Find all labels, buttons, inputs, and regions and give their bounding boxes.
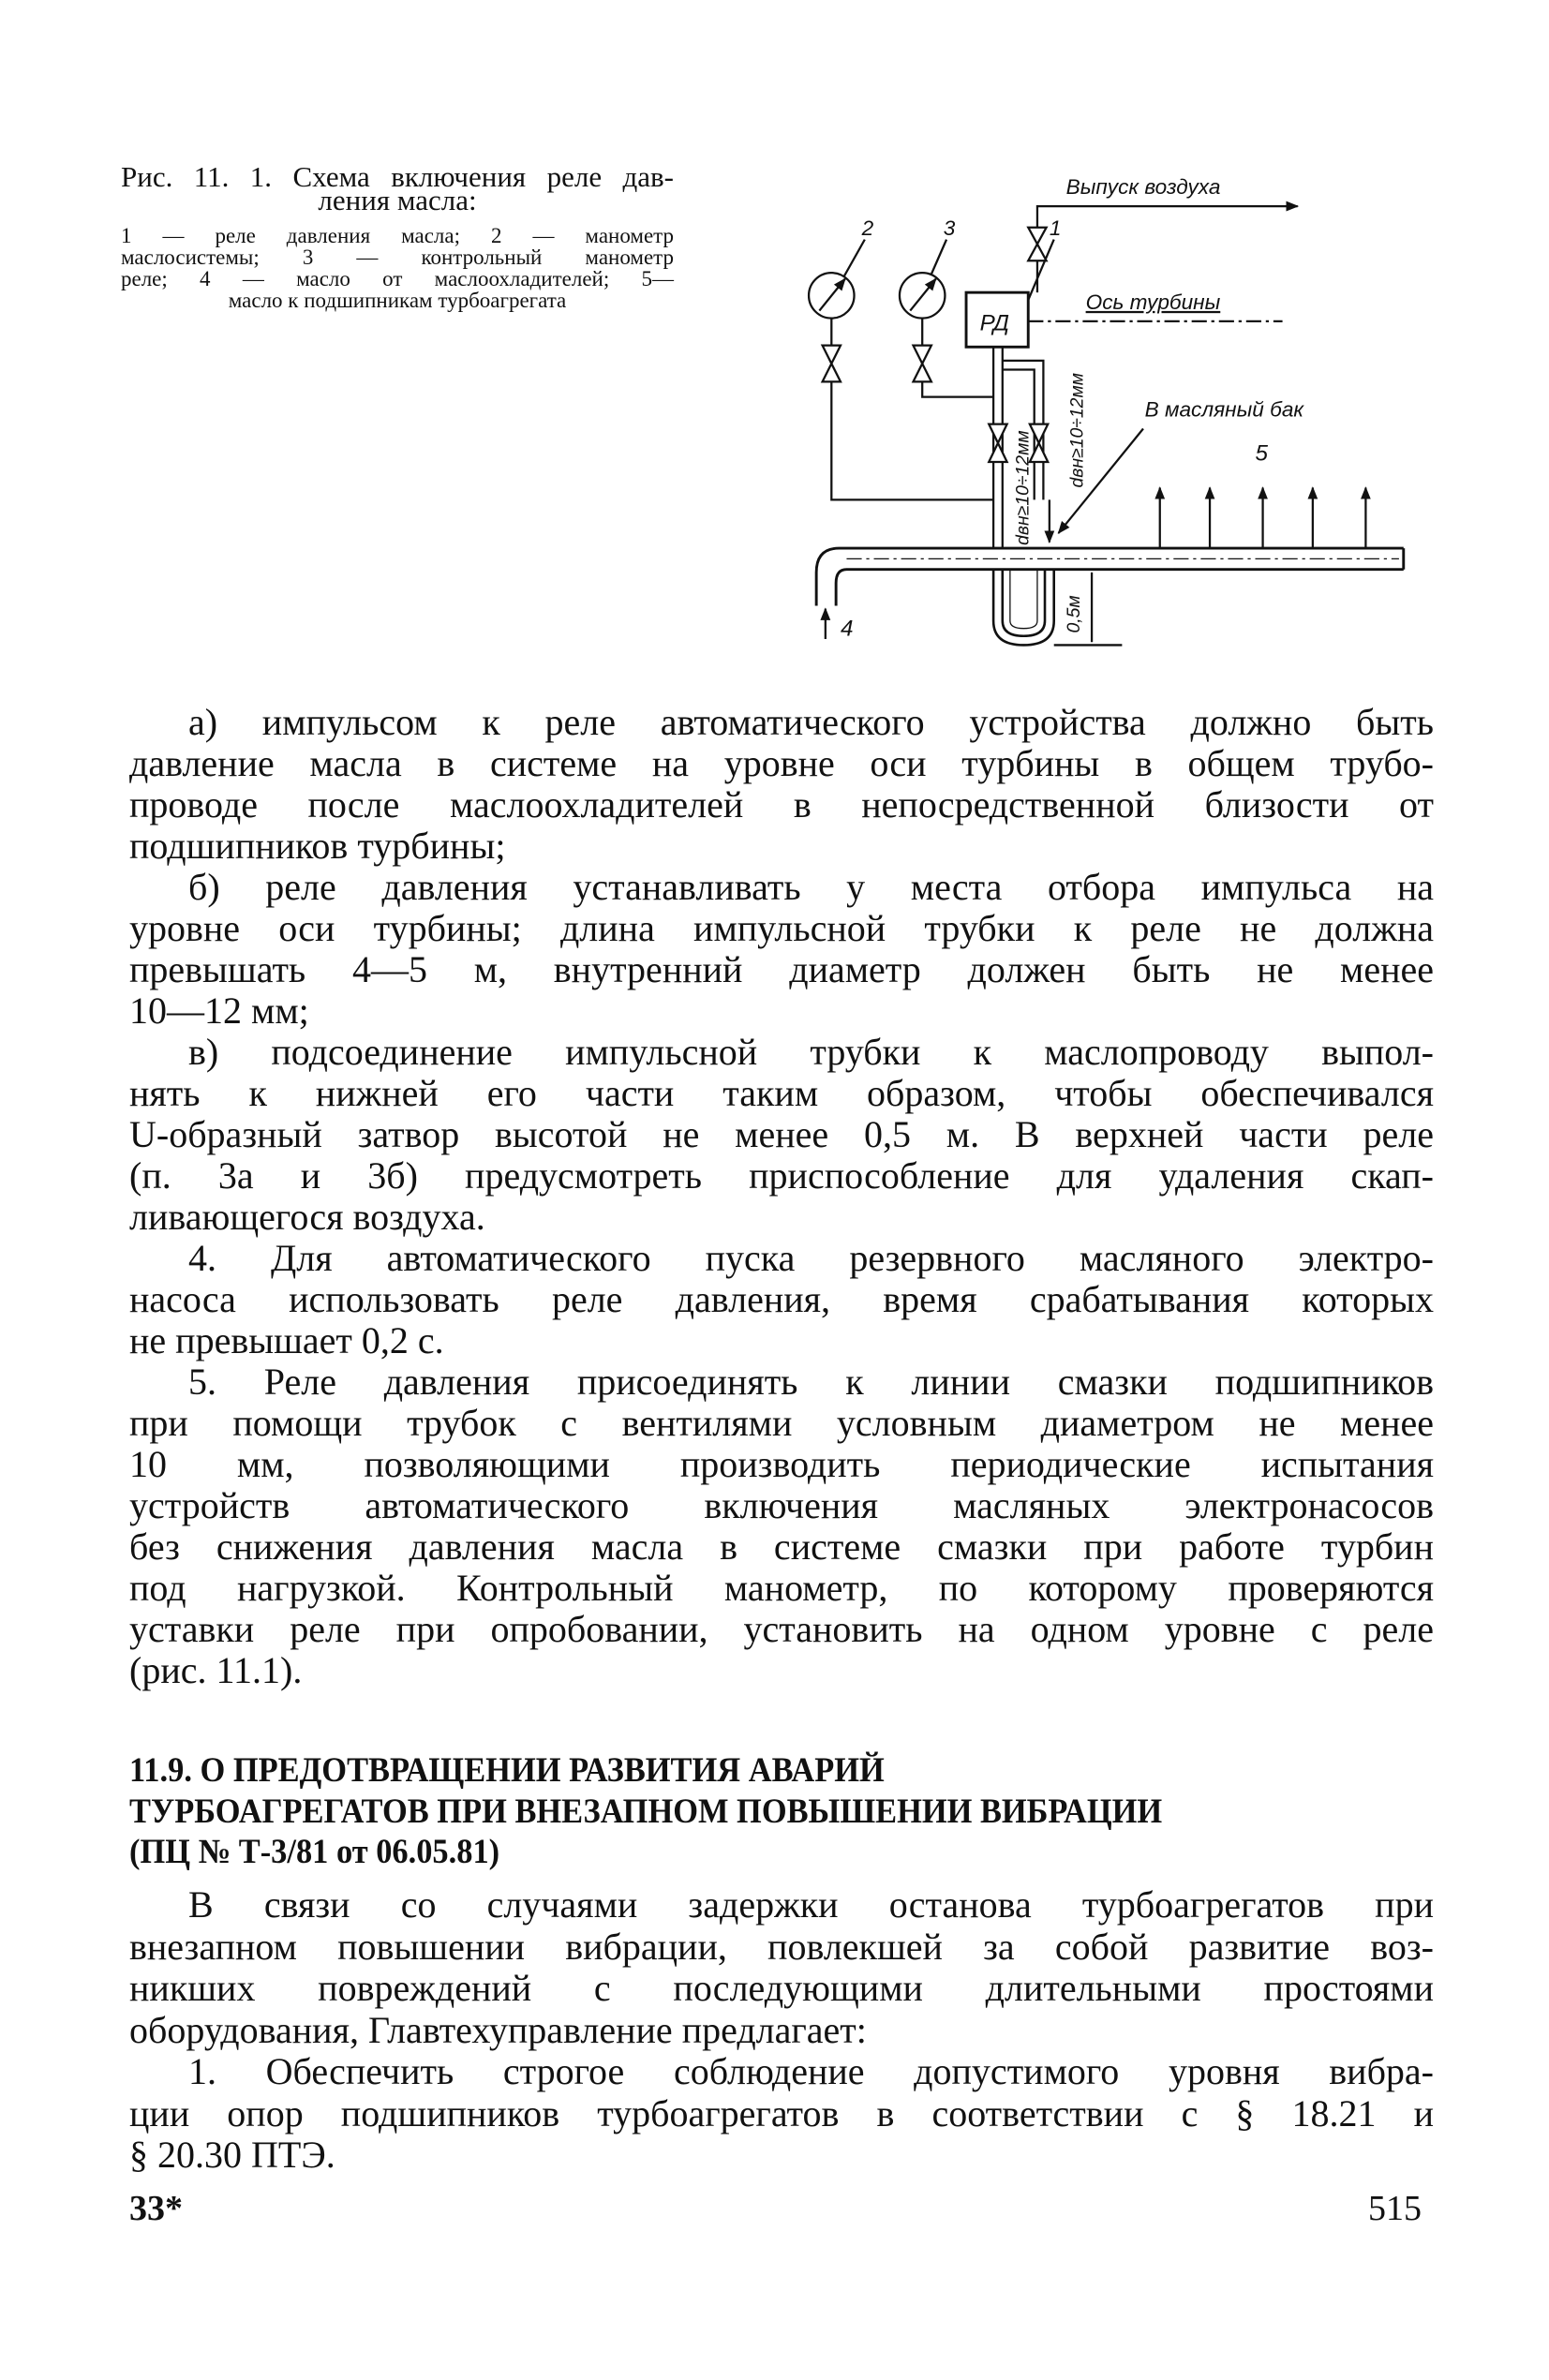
text-line: а) импульсом к реле автоматического устройства должно быть — [188, 701, 1434, 743]
air-release-line — [1037, 206, 1298, 292]
valve-icon — [1028, 228, 1046, 261]
control-gauge-icon — [900, 273, 945, 318]
body-text-2 — [129, 1884, 1434, 2177]
leader-line — [1028, 240, 1053, 301]
text-line: нять к нижней его части таким образом, чтобы обеспечивался — [129, 1072, 1434, 1114]
text-line: U-образный затвор высотой не менее 0,5 м. В верхней части реле — [129, 1113, 1434, 1155]
text-line: ции опор подшипников турбоагрегатов в соответствии с § 18.21 и — [129, 2091, 1434, 2135]
text-line: без снижения давления масла в системе смазки при работе турбин — [129, 1525, 1434, 1568]
text-line: устройств автоматического включения масляных электронасосов — [129, 1484, 1434, 1526]
figure-caption — [121, 160, 674, 312]
text-line: уровне оси турбины; длина импульсной трубки к реле не должна — [129, 907, 1434, 949]
text-line: оборудования, Главтехуправление предлагает: — [129, 2008, 867, 2051]
text-line: 1. Обеспечить строгое соблюдение допустимого уровня вибра- — [188, 2050, 1434, 2092]
diameter-label: dвн≥10÷12мм — [1012, 430, 1034, 545]
caption-legend-line: реле; 4 — масло от маслоохладителей; 5— — [121, 267, 674, 290]
caption-legend-line: 1 — реле давления масла; 2 — манометр — [121, 224, 674, 247]
label-3: 3 — [943, 216, 956, 240]
main-oil-pipe — [816, 548, 1404, 605]
text-line: В связи со случаями задержки останова турбоагрегатов при — [188, 1883, 1434, 1926]
valve-icon — [823, 346, 841, 382]
text-line: уставки реле при опробовании, установить на одном уровне с реле — [129, 1608, 1434, 1650]
label-1: 1 — [1049, 216, 1062, 240]
text-line: § 20.30 ПТЭ. — [129, 2134, 335, 2176]
label-5: 5 — [1255, 440, 1268, 467]
page-number: 515 — [1368, 2189, 1422, 2228]
valve-icon — [914, 346, 931, 382]
text-line: в) подсоединение импульсной трубки к маслопроводу выпол- — [188, 1031, 1434, 1073]
u-tube-seal — [993, 570, 1054, 646]
text-line: (рис. 11.1). — [129, 1649, 303, 1691]
air-release-label: Выпуск воздуха — [1065, 175, 1221, 200]
caption-legend-line: маслосистемы; 3 — контрольный манометр — [121, 245, 674, 269]
body-text-1 — [129, 702, 1434, 1691]
caption-legend-line: масло к подшипникам турбоагрегата — [228, 289, 567, 312]
text-line: (ПЦ № Т-3/81 от 06.05.81) — [129, 1833, 500, 1871]
text-line: давление масла в системе на уровне оси турбины в общем трубо- — [129, 742, 1434, 784]
text-line: (п. 3а и 3б) предусмотреть приспособление для удаления скап- — [129, 1154, 1434, 1197]
text-line: 10—12 мм; — [129, 989, 309, 1032]
section-heading — [129, 1750, 1240, 1873]
text-line: 4. Для автоматического пуска резервного масляного электро- — [188, 1237, 1434, 1279]
text-line: не превышает 0,2 с. — [129, 1319, 444, 1361]
pressure-gauge-icon — [809, 273, 854, 318]
label-2: 2 — [861, 216, 874, 240]
signature-mark: 33* — [129, 2189, 183, 2228]
text-line: внезапном повышении вибрации, повлекшей за собой развитие воз- — [129, 1925, 1434, 1968]
caption-title-line: ления масла: — [318, 184, 477, 216]
text-line: 11.9. О ПРЕДОТВРАЩЕНИИ РАЗВИТИЯ АВАРИЙ — [129, 1751, 885, 1790]
u-tube-inner — [1010, 570, 1037, 629]
height-label: 0,5м — [1064, 595, 1085, 633]
oil-flow-arrows — [1160, 487, 1366, 548]
text-line: б) реле давления устанавливать у места отбора импульса на — [188, 866, 1434, 908]
turbine-axis-label: Ось турбины — [1085, 290, 1221, 314]
text-line: подшипников турбины; — [129, 825, 506, 867]
text-line: 10 мм, позволяющими производить периодические испытания — [129, 1443, 1434, 1485]
text-line: при помощи трубок с вентилями условным диаметром не менее — [129, 1402, 1434, 1444]
label-4: 4 — [840, 616, 854, 642]
relay-label: РД — [979, 310, 1009, 336]
text-line: насоса использовать реле давления, время срабатывания которых — [129, 1278, 1434, 1320]
oil-tank-label: В масляный бак — [1144, 397, 1304, 422]
text-line: проводе после маслоохладителей в непосредственной близости от — [129, 783, 1434, 826]
oil-pressure-relay-diagram — [801, 159, 1407, 659]
text-line: ливающегося воздуха. — [129, 1196, 485, 1238]
text-line: под нагрузкой. Контрольный манометр, по которому проверяются — [129, 1567, 1434, 1609]
valve-icon — [989, 424, 1006, 462]
diameter-label: dвн≥10÷12мм — [1066, 372, 1088, 488]
caption-title-line: Рис. 11. 1. Схема включения реле дав- — [121, 160, 674, 193]
text-line: ТУРБОАГРЕГАТОВ ПРИ ВНЕЗАПНОМ ПОВЫШЕНИИ ВИБРАЦИИ — [129, 1792, 1163, 1831]
text-line: превышать 4—5 м, внутренний диаметр должен быть не менее — [129, 948, 1434, 990]
text-line: никших повреждений с последующими длительными простоями — [129, 1967, 1434, 2009]
text-line: 5. Реле давления присоединять к линии смазки подшипников — [188, 1361, 1434, 1403]
